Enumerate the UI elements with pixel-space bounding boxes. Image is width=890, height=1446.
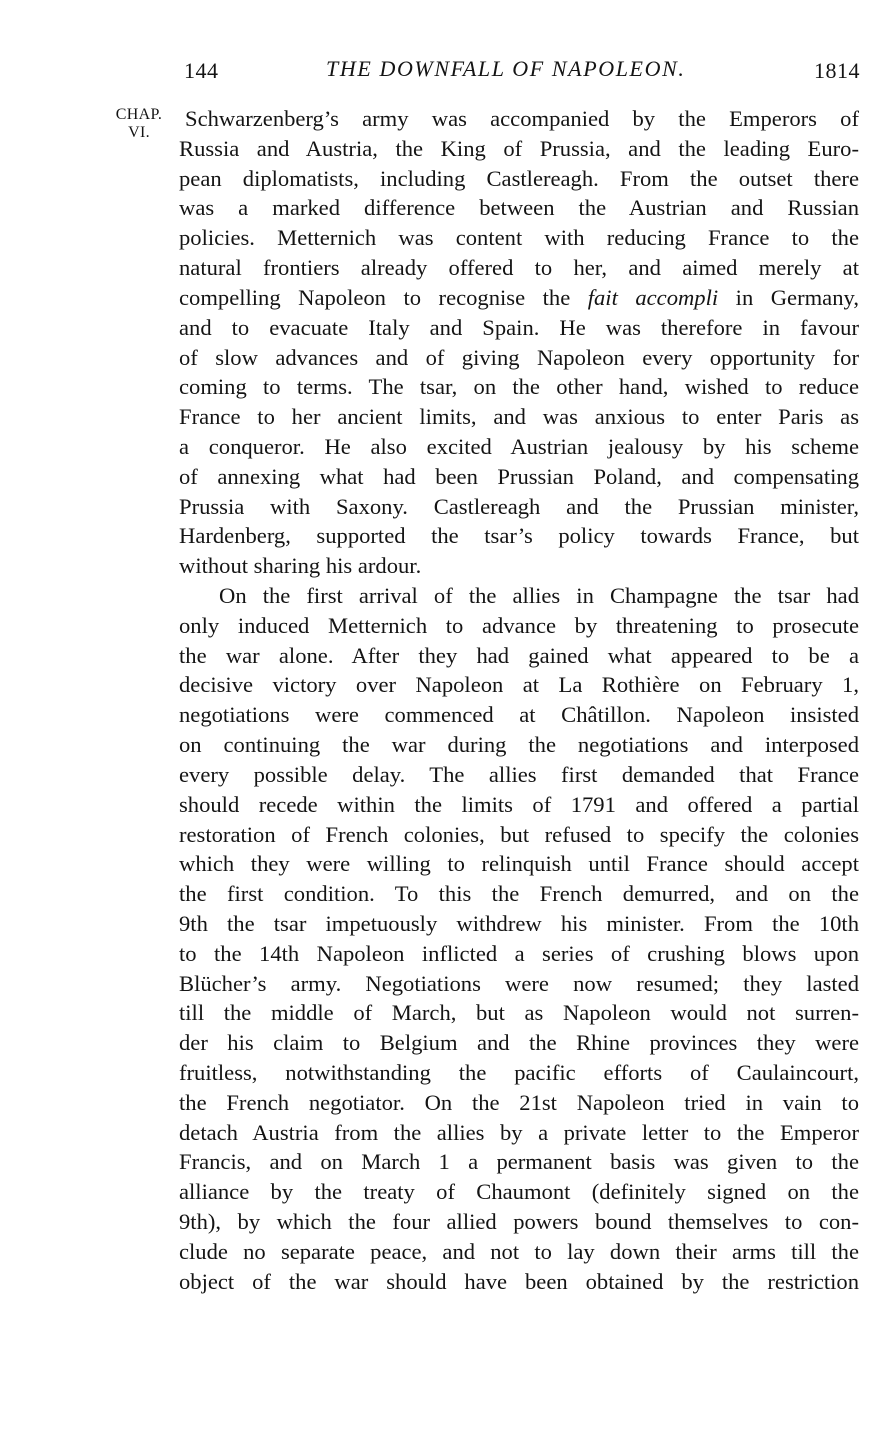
text-line: of annexing what had been Prussian Poland, and compensating — [179, 463, 859, 489]
text-line: should recede within the limits of 1791 and offered a partial — [179, 791, 859, 817]
running-year: 1814 — [814, 58, 860, 83]
text-line: detach Austria from the allies by a private letter to the Emperor — [179, 1119, 859, 1145]
text-line: 9th), by which the four allied powers bound themselves to con- — [179, 1209, 859, 1235]
text-line: and to evacuate Italy and Spain. He was therefore in favour — [179, 314, 859, 340]
text-line: On the first arrival of the allies in Champagne the tsar had — [219, 583, 859, 608]
text-line: Blücher’s army. Negotiations were now resumed; they lasted — [179, 970, 859, 996]
italic-phrase: fait accompli — [587, 284, 719, 310]
text-line: the first condition. To this the French demurred, and on the — [179, 881, 859, 907]
text-line: Prussia with Saxony. Castlereagh and the Prussian minister, — [179, 493, 859, 519]
text-line: Hardenberg, supported the tsar’s policy towards France, but — [179, 523, 859, 549]
text-line: on continuing the war during the negotiations and interposed — [179, 732, 859, 758]
text-line: France to her ancient limits, and was anxious to enter Paris as — [179, 404, 859, 430]
text-line: Francis, and on March 1 a permanent basis was given to the — [179, 1149, 859, 1175]
text-line: der his claim to Belgium and the Rhine provinces they were — [179, 1030, 859, 1056]
text-line: Russia and Austria, the King of Prussia, and the leading Euro- — [179, 135, 859, 161]
text-line: 9th the tsar impetuously withdrew his minister. From the 10th — [179, 910, 859, 936]
text-line: coming to terms. The tsar, on the other hand, wished to reduce — [179, 374, 859, 400]
text-line: clude no separate peace, and not to lay down their arms till the — [179, 1238, 859, 1264]
text-line: every possible delay. The allies first demanded that France — [179, 761, 859, 787]
page-number: 144 — [184, 58, 219, 83]
text-line: to the 14th Napoleon inflicted a series of crushing blows upon — [179, 940, 859, 966]
text-line: negotiations were commenced at Châtillon. Napoleon insisted — [179, 702, 859, 728]
text-line: of slow advances and of giving Napoleon every opportunity for — [179, 344, 859, 370]
text-line: the war alone. After they had gained what appeared to be a — [179, 642, 859, 668]
text-line: the French negotiator. On the 21st Napoleon tried in vain to — [179, 1089, 859, 1115]
running-head — [0, 50, 890, 90]
running-title: THE DOWNFALL OF NAPOLEON. — [326, 56, 686, 81]
text-line: Schwarzenberg’s army was accompanied by the Emperors of — [185, 106, 859, 131]
text-line: alliance by the treaty of Chaumont (definitely signed on the — [179, 1179, 859, 1205]
chapter-number: VI. — [128, 124, 150, 141]
text-line: decisive victory over Napoleon at La Rothière on February 1, — [179, 672, 859, 698]
text-line: natural frontiers already offered to her, and aimed merely at — [179, 255, 859, 281]
chapter-side-note — [103, 106, 175, 142]
text-line: object of the war should have been obtained by the restriction — [179, 1268, 859, 1294]
chapter-label: CHAP. — [115, 106, 163, 123]
text-line: was a marked difference between the Austrian and Russian — [179, 195, 859, 221]
text-line: policies. Metternich was content with reducing France to the — [179, 225, 859, 251]
italic-line-after: in Germany, — [718, 284, 859, 310]
text-line: pean diplomatists, including Castlereagh. From the outset there — [179, 165, 859, 191]
text-line: without sharing his ardour. — [179, 553, 422, 579]
text-line: which they were willing to relinquish until France should accept — [179, 851, 859, 877]
text-line: only induced Metternich to advance by threatening to prosecute — [179, 612, 859, 638]
text-line: a conqueror. He also excited Austrian jealousy by his scheme — [179, 433, 859, 459]
text-line-with-italic — [179, 283, 859, 313]
body-text — [179, 104, 859, 1297]
text-line: restoration of French colonies, but refused to specify the colonies — [179, 821, 859, 847]
text-line: fruitless, notwithstanding the pacific efforts of Caulaincourt, — [179, 1060, 859, 1085]
italic-line-before: compelling Napoleon to recognise the — [179, 284, 588, 310]
text-line: till the middle of March, but as Napoleon would not surren- — [179, 1000, 859, 1026]
